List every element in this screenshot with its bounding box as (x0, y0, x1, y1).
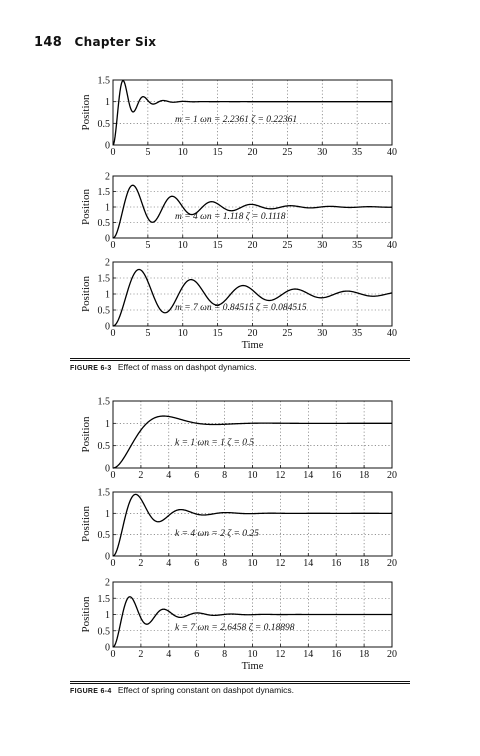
x-tick-label: 20 (247, 328, 258, 339)
x-tick-label: 6 (194, 558, 200, 569)
x-tick-label: 10 (247, 558, 258, 569)
x-tick-label: 15 (212, 240, 223, 251)
x-tick-label: 14 (303, 558, 314, 569)
chart-panel-1 (80, 76, 397, 159)
x-tick-label: 4 (166, 649, 172, 660)
x-tick-label: 40 (387, 328, 397, 339)
chart-panel-2 (80, 172, 397, 252)
x-tick-label: 25 (282, 147, 293, 158)
y-tick-label: 1 (105, 508, 110, 520)
x-tick-label: 2 (138, 470, 144, 481)
x-tick-label: 35 (352, 328, 363, 339)
chart-panel-4 (80, 397, 397, 482)
chart-panel-3 (80, 258, 397, 352)
x-tick-label: 10 (177, 147, 188, 158)
y-tick-label: 0 (105, 463, 110, 475)
y-tick-label: 1.5 (97, 187, 110, 198)
x-tick-label: 2 (138, 649, 144, 660)
y-tick-label: 1 (105, 418, 110, 430)
x-tick-label: 25 (282, 328, 293, 339)
x-tick-label: 10 (177, 240, 188, 251)
y-axis-label: Position (80, 188, 92, 226)
y-axis-label: Position (80, 94, 92, 131)
x-tick-label: 18 (359, 558, 370, 569)
x-tick-label: 20 (387, 558, 397, 569)
y-axis-label: Position (80, 275, 92, 313)
y-tick-label: 0 (105, 233, 110, 245)
x-tick-label: 0 (110, 470, 116, 481)
x-tick-label: 18 (359, 470, 370, 481)
x-tick-label: 30 (317, 328, 328, 339)
x-tick-label: 0 (110, 147, 116, 158)
parameter-annotation: k = 7 ωn = 2.6458 ζ = 0.18898 (175, 623, 295, 633)
figure-6-3-caption (70, 362, 410, 372)
x-tick-label: 15 (212, 147, 223, 158)
x-tick-label: 8 (222, 649, 228, 660)
plot-frame (113, 401, 392, 468)
y-tick-label: 1.5 (97, 593, 110, 605)
x-tick-label: 12 (275, 649, 286, 660)
y-tick-label: 1 (105, 202, 110, 214)
x-tick-label: 14 (303, 649, 314, 660)
x-tick-label: 10 (247, 470, 258, 481)
y-tick-label: 0.5 (97, 441, 110, 453)
x-tick-label: 12 (275, 558, 286, 569)
y-tick-label: 0.5 (97, 218, 110, 229)
y-tick-label: 0 (105, 642, 110, 654)
figure-label: FIGURE 6-3 (70, 365, 112, 372)
parameter-annotation: k = 1 ωn = 1 ζ = 0.5 (175, 438, 255, 448)
y-tick-label: 1 (105, 289, 110, 301)
figure-label: FIGURE 6-4 (70, 688, 112, 695)
x-tick-label: 5 (145, 240, 151, 251)
y-tick-label: 0 (105, 551, 110, 563)
x-tick-label: 20 (387, 470, 397, 481)
x-tick-label: 30 (317, 147, 328, 158)
y-tick-label: 2 (105, 257, 110, 269)
y-tick-label: 1.5 (97, 487, 110, 499)
y-tick-label: 1 (105, 97, 110, 109)
x-tick-label: 20 (247, 147, 258, 158)
y-tick-label: 2 (105, 171, 110, 183)
x-tick-label: 15 (212, 328, 223, 339)
x-tick-label: 0 (110, 328, 116, 339)
figure-caption-text: Effect of spring constant on dashpot dynamics. (117, 685, 294, 695)
x-tick-label: 14 (303, 470, 314, 481)
x-tick-label: 25 (282, 240, 293, 251)
y-axis-label: Position (80, 596, 92, 633)
y-tick-label: 1.5 (97, 396, 110, 408)
x-axis-label: Time (241, 661, 264, 672)
x-tick-label: 18 (359, 649, 370, 660)
x-tick-label: 16 (331, 558, 342, 569)
x-tick-label: 6 (194, 649, 200, 660)
figure-6-4-caption (70, 685, 410, 695)
parameter-annotation: m = 1 ωn = 2.2361 ζ = 0.22361 (175, 115, 298, 125)
x-tick-label: 20 (247, 240, 258, 251)
x-tick-label: 6 (194, 470, 200, 481)
y-tick-label: 0 (105, 140, 110, 152)
y-axis-label: Position (80, 505, 92, 543)
x-tick-label: 0 (110, 649, 116, 660)
x-tick-label: 8 (222, 470, 228, 481)
y-tick-label: 0.5 (97, 530, 110, 542)
chart-panel-6 (80, 578, 397, 673)
x-tick-label: 30 (317, 240, 328, 251)
parameter-annotation: k = 4 ωn = 2 ζ = 0.25 (175, 529, 259, 539)
x-tick-label: 5 (145, 328, 151, 339)
x-tick-label: 16 (331, 470, 342, 481)
y-axis-label: Position (80, 416, 92, 453)
parameter-annotation: m = 7 ωn = 0.84515 ζ = 0.084515 (175, 303, 307, 313)
y-tick-label: 0.5 (97, 626, 110, 638)
chart-panel-5 (80, 488, 397, 570)
x-tick-label: 16 (331, 649, 342, 660)
x-tick-label: 10 (177, 328, 188, 339)
series-line (113, 597, 392, 647)
x-tick-label: 4 (166, 470, 172, 481)
figure-caption-text: Effect of mass on dashpot dynamics. (117, 362, 257, 372)
x-axis-label: Time (241, 340, 264, 351)
x-tick-label: 35 (352, 147, 363, 158)
x-tick-label: 35 (352, 240, 363, 251)
y-tick-label: 0.5 (97, 305, 110, 317)
x-tick-label: 0 (110, 240, 116, 251)
y-tick-label: 1 (105, 610, 110, 621)
x-tick-label: 0 (110, 558, 116, 569)
y-tick-label: 0 (105, 321, 110, 333)
x-tick-label: 40 (387, 240, 397, 251)
x-tick-label: 4 (166, 558, 172, 569)
x-tick-label: 2 (138, 558, 144, 569)
parameter-annotation: m = 4 ωn = 1.118 ζ = 0.1118 (175, 212, 286, 222)
page-number: 148 (34, 35, 63, 50)
x-tick-label: 12 (275, 470, 286, 481)
x-tick-label: 20 (387, 649, 397, 660)
x-tick-label: 10 (247, 649, 258, 660)
y-tick-label: 1.5 (97, 75, 110, 87)
x-tick-label: 5 (145, 147, 151, 158)
y-tick-label: 1.5 (97, 273, 110, 285)
chapter-title: Chapter Six (74, 35, 157, 49)
x-tick-label: 8 (222, 558, 228, 569)
y-tick-label: 2 (105, 577, 110, 589)
x-tick-label: 40 (387, 147, 397, 158)
y-tick-label: 0.5 (97, 118, 110, 130)
